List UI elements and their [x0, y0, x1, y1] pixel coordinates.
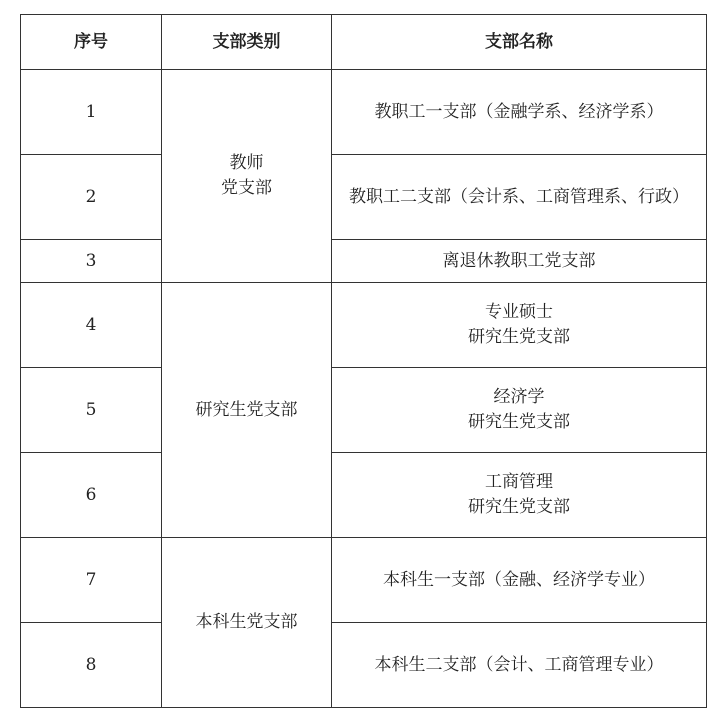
table-row — [21, 368, 707, 453]
header-name: 支部名称 — [332, 15, 707, 70]
branch-name-cell — [332, 283, 707, 368]
table-row — [21, 538, 707, 623]
group-label-line2: 党支部 — [221, 178, 272, 198]
branch-name-cell — [332, 453, 707, 538]
table-row — [21, 155, 707, 240]
branch-name-cell — [332, 70, 707, 155]
branch-name-line1: 经济学 — [493, 387, 545, 407]
branch-name-cell — [332, 240, 707, 283]
party-branch-table — [20, 14, 707, 708]
table-row — [21, 453, 707, 538]
branch-name-line2: 研究生党支部 — [468, 497, 570, 517]
row-index: 4 — [21, 283, 162, 368]
branch-name-line1: 专业硕士 — [485, 302, 553, 322]
header-index: 序号 — [21, 15, 162, 70]
branch-name: 离退休教职工党支部 — [442, 250, 596, 271]
row-index: 3 — [21, 240, 162, 283]
table-row — [21, 623, 707, 708]
branch-name-cell — [332, 368, 707, 453]
table-row — [21, 240, 707, 283]
group-label-line1: 教师 — [229, 153, 264, 173]
row-index: 1 — [21, 70, 162, 155]
branch-name-line2: 研究生党支部 — [468, 412, 570, 432]
group-category-cell — [162, 70, 332, 283]
branch-name-cell — [332, 155, 707, 240]
table-row — [21, 70, 707, 155]
row-index: 6 — [21, 453, 162, 538]
group-category-cell — [162, 283, 332, 538]
group-label-line1: 本科生党支部 — [195, 612, 298, 632]
group-label-line1: 研究生党支部 — [195, 399, 298, 420]
branch-name-cell — [332, 623, 707, 708]
branch-name: 本科生二支部（会计、工商管理专业） — [374, 654, 664, 675]
row-index: 5 — [21, 368, 162, 453]
table-row — [21, 283, 707, 368]
row-index: 8 — [21, 623, 162, 708]
header-category: 支部类别 — [162, 15, 332, 70]
branch-name: 本科生一支部（金融、经济学专业） — [383, 569, 655, 590]
branch-name-cell — [332, 538, 707, 623]
branch-name-line1: 工商管理 — [485, 472, 553, 492]
branch-name: 教职工二支部（会计系、工商管理系、行政） — [349, 186, 689, 207]
group-category-cell — [162, 538, 332, 708]
table-header-row — [21, 15, 707, 70]
branch-name: 教职工一支部（金融学系、经济学系） — [374, 101, 664, 122]
row-index: 7 — [21, 538, 162, 623]
row-index: 2 — [21, 155, 162, 240]
branch-name-line2: 研究生党支部 — [468, 327, 570, 347]
